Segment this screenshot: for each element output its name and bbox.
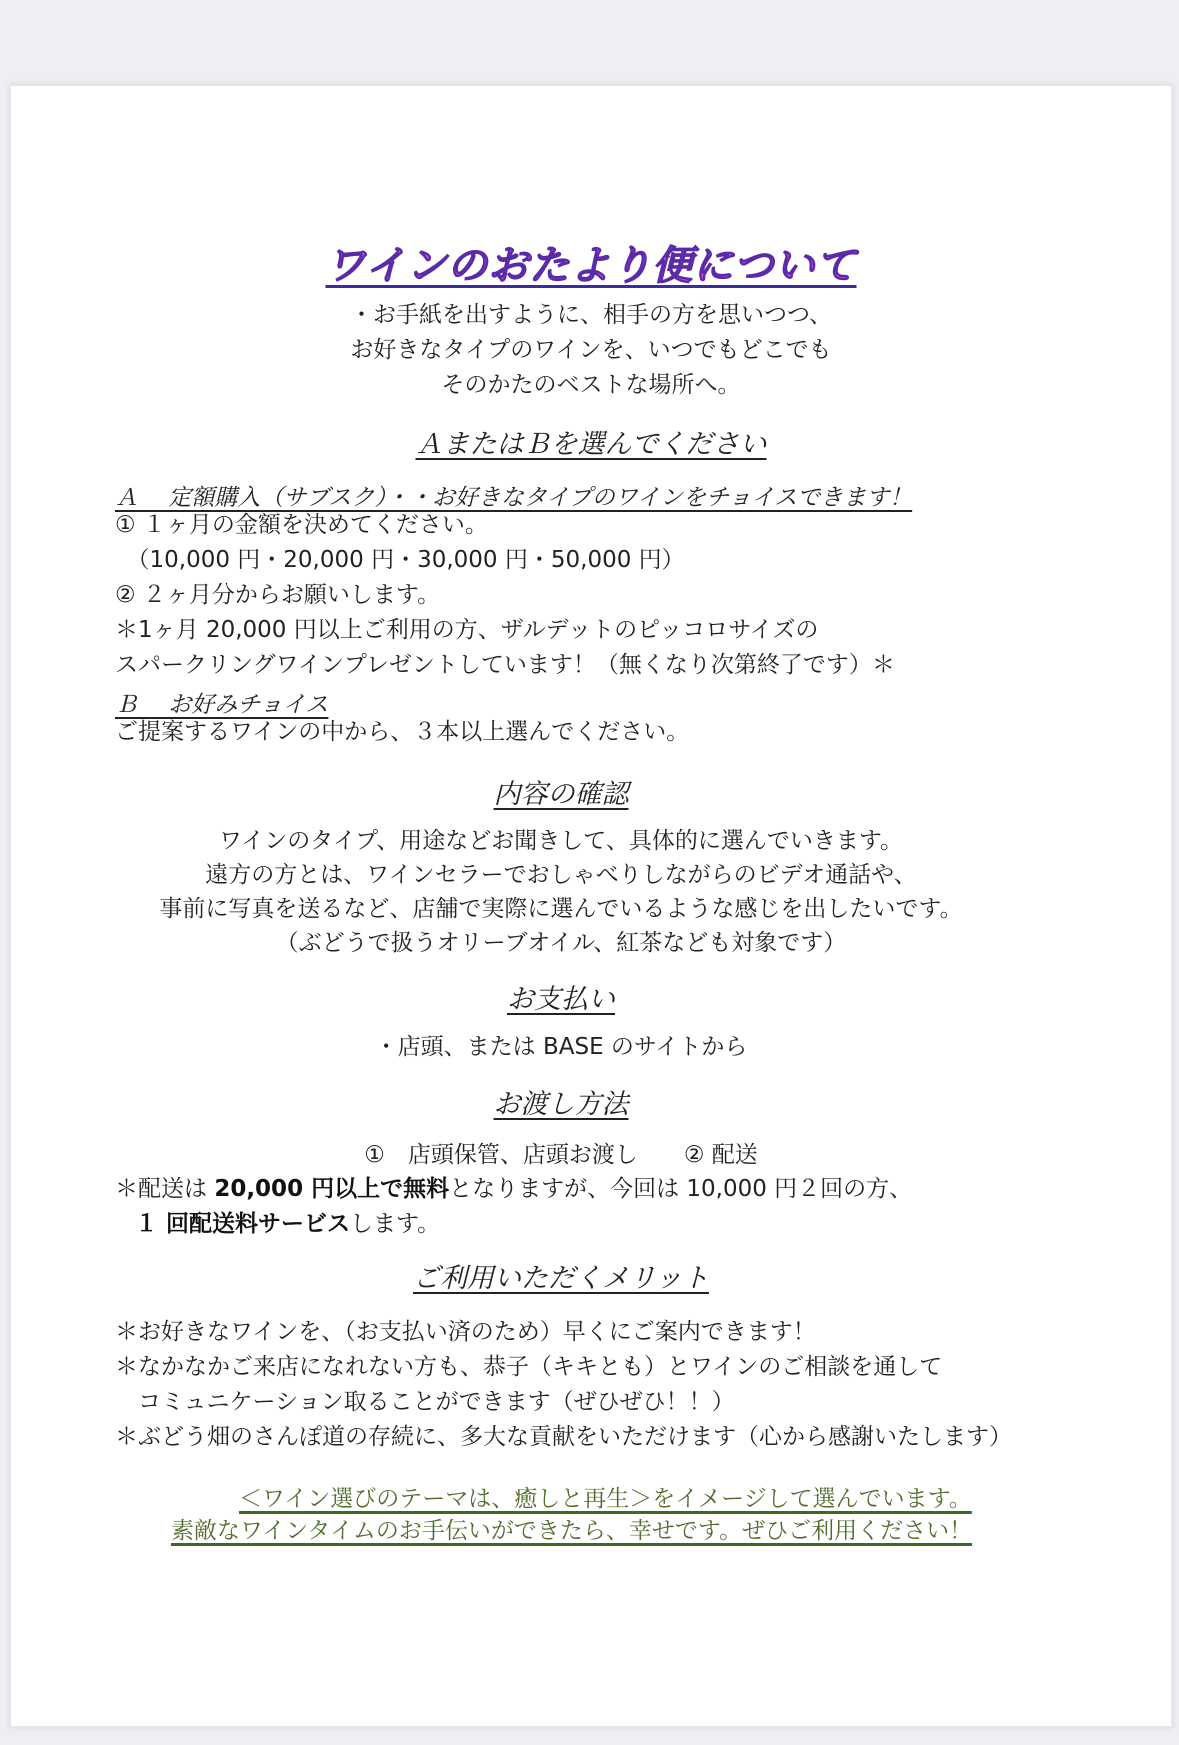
payment-heading: お支払い xyxy=(507,984,615,1015)
delivery-heading: お渡し方法 xyxy=(493,1089,629,1120)
payment-line: ・店頭、または BASE のサイトから xyxy=(374,1034,748,1060)
payment-details xyxy=(0,1030,1141,1065)
merits-heading: ご利用いただくメリット xyxy=(413,1263,709,1294)
delivery-note xyxy=(115,1172,912,1242)
closing-line-2: 素敵なワインタイムのお手伝いができたら、幸せです。ぜひご利用ください！ xyxy=(171,1518,973,1544)
confirmation-line: （ぶどうで扱うオリーブオイル、紅茶なども対象です） xyxy=(275,930,847,956)
merits-line: ＊お好きなワインを、（お支払い済のため）早くにご案内できます！ xyxy=(115,1319,816,1345)
delivery-note-line-1: ＊配送は 20,000 円以上で無料となりますが、今回は 10,000 円２回の方、 xyxy=(115,1176,913,1202)
option-a-line: スパークリングワインプレゼントしています！（無くなり次第終了です）＊ xyxy=(115,652,895,678)
confirmation-details xyxy=(0,824,1141,960)
merits-list xyxy=(115,1315,1012,1455)
merits-line: ＊なかなかご来店になれない方も、恭子（キキとも）とワインのご相談を通して xyxy=(115,1354,943,1380)
option-a-line: ＊1ヶ月 20,000 円以上ご利用の方、ザルデットのピッコロサイズの xyxy=(115,617,819,643)
intro-line: そのかたのベストな場所へ。 xyxy=(441,372,741,398)
closing-line-1: ＜ワイン選びのテーマは、癒しと再生＞をイメージして選んでいます。 xyxy=(239,1486,972,1512)
confirmation-line: ワインのタイプ、用途などお聞きして、具体的に選んでいきます。 xyxy=(218,828,904,854)
confirmation-line: 遠方の方とは、ワインセラーでおしゃべりしながらのビデオ通話や、 xyxy=(205,862,917,888)
merits-line: コミュニケーション取ることができます（ぜひぜひ！！） xyxy=(115,1389,735,1415)
intro-text xyxy=(11,298,1171,403)
confirmation-heading: 内容の確認 xyxy=(493,779,629,810)
option-a-line: ② ２ヶ月分からお願いします。 xyxy=(115,582,441,608)
confirmation-line: 事前に写真を送るなど、店舗で実際に選んでいるような感じを出したいです。 xyxy=(159,896,963,922)
option-a-line: ① １ヶ月の金額を決めてください。 xyxy=(115,512,488,538)
delivery-note-line-2: １ 回配送料サービスします。 xyxy=(135,1211,441,1237)
delivery-options: ① 店頭保管、店頭お渡し ② 配送 xyxy=(364,1142,758,1168)
option-b-line: ご提案するワインの中から、３本以上選んでください。 xyxy=(115,719,690,745)
option-b-details xyxy=(115,715,689,750)
document-page xyxy=(9,84,1173,1728)
option-a-details xyxy=(115,508,895,683)
option-b-heading: Ｂ お好みチョイス xyxy=(115,692,329,718)
merits-line: ＊ぶどう畑のさんぽ道の存続に、多大な貢献をいただけます（心から感謝いたします） xyxy=(115,1424,1012,1450)
option-a-line: （10,000 円・20,000 円・30,000 円・50,000 円） xyxy=(115,547,685,573)
intro-line: お好きなタイプのワインを、いつでもどこでも xyxy=(350,337,832,363)
choose-heading: ＡまたはＢを選んでください xyxy=(415,429,767,460)
option-a-heading: Ａ 定額購入（サブスク）・・お好きなタイプのワインをチョイスできます！ xyxy=(115,485,913,511)
intro-line: ・お手紙を出すように、相手の方を思いつつ、 xyxy=(349,302,833,328)
document-title: ワインのおたより便について xyxy=(325,243,857,289)
